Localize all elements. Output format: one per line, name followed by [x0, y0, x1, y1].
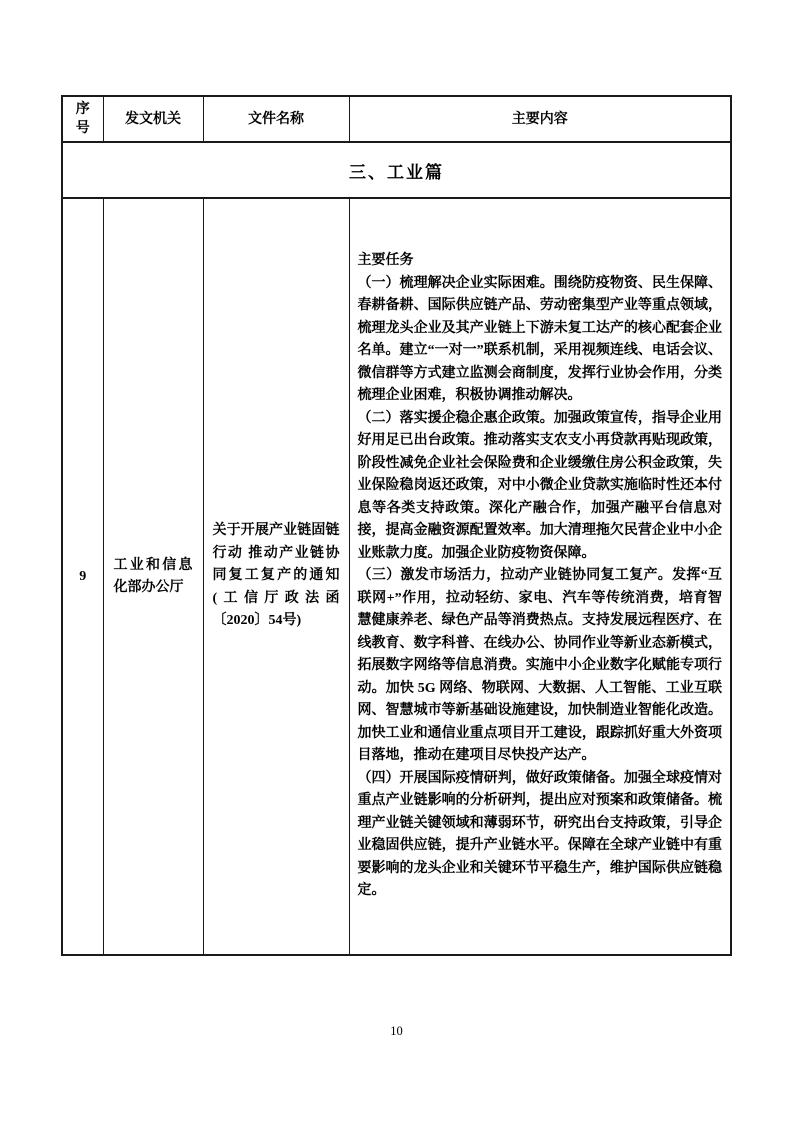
col-header-agency: 发文机关: [103, 96, 203, 142]
content-paragraph-2: （二）落实援企稳企惠企政策。加强政策宣传，指导企业用好用足已出台政策。推动落实支农支小再贷款再贴现政策，阶段性减免企业社会保险费和企业缓缴住房公积金政策，失业保险稳岗返还政策，对中小微企业贷款实施临时性还本付息等各类支持政策。深化产融合作，加强产融平台信息对接，提高金融资源配置效率。加大清理拖欠民营企业中小企业账款力度。加强企业防疫物资保障。: [357, 410, 722, 561]
row-issuing-agency: 工业和信息化部办公厅: [103, 198, 203, 955]
page-number: 10: [390, 1024, 403, 1038]
row-serial-number: 9: [62, 198, 103, 955]
table-header-row: [62, 96, 731, 142]
policy-document-table: [61, 95, 732, 956]
col-header-main-content: 主要内容: [349, 96, 731, 142]
col-header-doc-name: 文件名称: [203, 96, 349, 142]
content-paragraph-3: （三）激发市场活力，拉动产业链协同复工复产。发挥“互联网+”作用，拉动轻纺、家电、汽车等传统消费，培育智慧健康养老、绿色产品等消费热点。支持发展远程医疗、在线教育、数字科普、在线办公、协同作业等新业态新模式，拓展数字网络等信息消费。实施中小企业数字化赋能专项行动。加快 5G 网络、物联网、大数据、人工智能、工业互联网、智慧城市等新基础设施建设，加快制造业智能化改造。加快工业和通信业重点项目开工建设，跟踪抓好重大外资项目落地，推动在建项目尽快投产达产。: [357, 568, 722, 764]
row-main-content: [349, 198, 731, 955]
table-row: [62, 198, 731, 955]
col-header-serial: 序号: [62, 96, 103, 142]
section-title: 三、工业篇: [62, 142, 731, 198]
content-paragraph-4: （四）开展国际疫情研判，做好政策储备。加强全球疫情对重点产业链影响的分析研判，提出应对预案和政策储备。梳理产业链关键领域和薄弱环节，研究出台支持政策，引导企业稳固供应链，提升产业链水平。保障在全球产业链中有重要影响的龙头企业和关键环节平稳生产，维护国际供应链稳定。: [357, 770, 722, 899]
section-title-row: [62, 142, 731, 198]
content-paragraph-tasks-heading: 主要任务: [357, 253, 414, 269]
row-document-title: 关于开展产业链固链行动 推动产业链协同复工复产的通知(工信厅政法函〔2020〕54号): [203, 198, 349, 955]
content-paragraph-1: （一）梳理解决企业实际困难。围绕防疫物资、民生保障、春耕备耕、国际供应链产品、劳动密集型产业等重点领域，梳理龙头企业及其产业链上下游未复工达产的核心配套企业名单。建立“一对一”联系机制，采用视频连线、电话会议、微信群等方式建立监测会商制度，发挥行业协会作用，分类梳理企业困难，积极协调推动解决。: [357, 275, 722, 404]
